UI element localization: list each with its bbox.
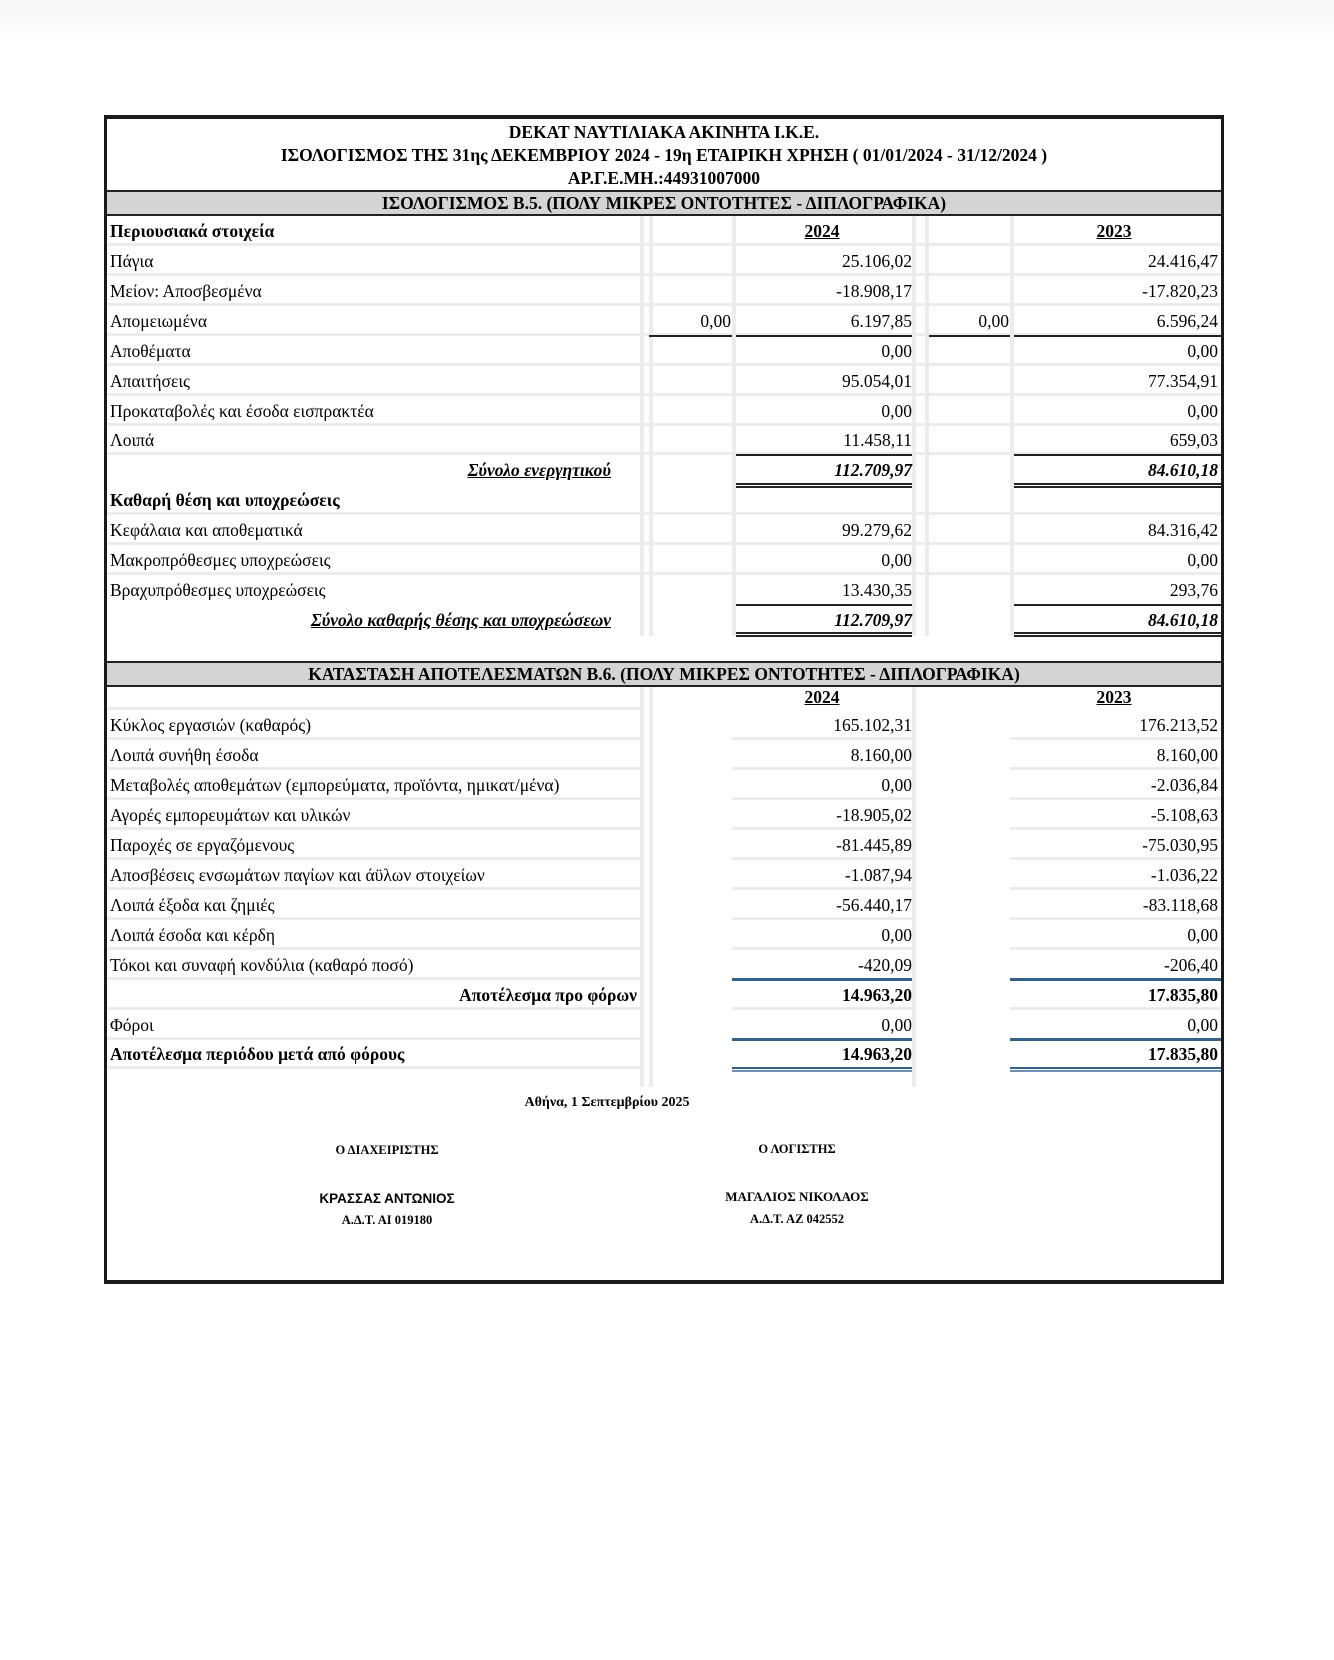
cell-value: 0,00 [1187, 925, 1218, 945]
row-label: Απομειωμένα [110, 311, 207, 331]
cell-value: 95.054,01 [842, 371, 912, 391]
taxes-label: Φόροι [110, 1015, 154, 1035]
assets-header-row [107, 216, 1221, 246]
cell-value: -2.036,84 [1150, 775, 1218, 795]
manager-name: ΚΡΑΣΣΑΣ ΑΝΤΩΝΙΟΣ [319, 1191, 455, 1206]
table-row [107, 396, 1221, 426]
cell-value: 0,00 [881, 775, 912, 795]
cell-value: 24.416,47 [1148, 251, 1218, 271]
double-total-rule [732, 1067, 912, 1072]
row-label: Βραχυπρόθεσμες υποχρεώσεις [110, 580, 326, 600]
net-result-2024: 14.963,20 [842, 1044, 912, 1064]
row-label: Λοιπά έξοδα και ζημιές [110, 895, 275, 915]
page-top-shadow [0, 0, 1334, 40]
table-row [107, 830, 1221, 860]
cell-value: 0,00 [881, 341, 912, 361]
row-label: Μείον: Αποσβεσμένα [110, 281, 262, 301]
cell-value: 659,03 [1169, 430, 1218, 450]
row-label: Μακροπρόθεσμες υποχρεώσεις [110, 550, 331, 570]
total-assets-label: Σύνολο ενεργητικού [467, 460, 611, 480]
manager-id: Α.Δ.Τ. ΑΙ 019180 [341, 1213, 433, 1227]
double-total-rule [1014, 632, 1221, 637]
table-row [107, 545, 1221, 575]
table-row [107, 366, 1221, 396]
row-label: Πάγια [110, 251, 154, 271]
total-liabilities-row [107, 605, 1221, 635]
row-label: Αγορές εμπορευμάτων και υλικών [110, 805, 351, 825]
row-label: Προκαταβολές και έσοδα εισπρακτέα [110, 401, 374, 421]
cell-value: 0,00 [881, 401, 912, 421]
table-row [107, 770, 1221, 800]
cell-value: 176.213,52 [1139, 715, 1218, 735]
cell-value: 0,00 [700, 311, 731, 331]
accountant-id: Α.Δ.Τ. ΑΖ 042552 [749, 1212, 845, 1226]
cell-value: 0,00 [881, 925, 912, 945]
cell-value: -17.820,23 [1142, 281, 1218, 301]
taxes-row [107, 1010, 1221, 1040]
financial-statement-frame [104, 115, 1224, 1284]
net-result-row [107, 1039, 1221, 1069]
cell-value: 0,00 [1187, 550, 1218, 570]
cell-value: 25.106,02 [842, 251, 912, 271]
table-row [107, 575, 1221, 605]
table-row [107, 306, 1221, 336]
table-row [107, 860, 1221, 890]
cell-value: 293,76 [1169, 580, 1218, 600]
total-liabilities-label: Σύνολο καθαρής θέσης και υποχρεώσεων [310, 610, 611, 630]
table-row [107, 425, 1221, 455]
cell-value: -1.036,22 [1150, 865, 1218, 885]
row-label: Λοιπά συνήθη έσοδα [110, 745, 259, 765]
cell-value: -206,40 [1164, 955, 1218, 975]
year-2024-header: 2024 [804, 687, 840, 707]
table-row [107, 740, 1221, 770]
cell-value: 99.279,62 [842, 520, 912, 540]
table-row [107, 890, 1221, 920]
cell-value: 0,00 [978, 311, 1009, 331]
cell-value: -81.445,89 [836, 835, 912, 855]
table-row [107, 920, 1221, 950]
cell-value: 0,00 [1187, 401, 1218, 421]
total-liabilities-2023: 84.610,18 [1148, 610, 1218, 630]
year-2023-header: 2023 [1096, 687, 1132, 707]
cell-value: -420,09 [858, 955, 912, 975]
cell-value: 84.316,42 [1148, 520, 1218, 540]
cell-value: -5.108,63 [1150, 805, 1218, 825]
manager-role: Ο ΔΙΑΧΕΙΡΙΣΤΗΣ [335, 1143, 439, 1157]
row-label: Αποσβέσεις ενσωμάτων παγίων και άϋλων στοιχείων [110, 865, 485, 885]
cell-value: 6.197,85 [850, 311, 912, 331]
table-row [107, 710, 1221, 740]
place-date: Αθήνα, 1 Σεπτεμβρίου 2025 [524, 1095, 690, 1110]
cell-value: 165.102,31 [833, 715, 912, 735]
table-row [107, 276, 1221, 306]
registry-number: ΑΡ.Γ.Ε.ΜΗ.:44931007000 [567, 168, 761, 188]
liabilities-header-row [107, 485, 1221, 515]
row-label: Τόκοι και συναφή κονδύλια (καθαρό ποσό) [110, 955, 414, 975]
table-row [107, 515, 1221, 545]
row-label: Απαιτήσεις [110, 371, 190, 391]
year-2023-header: 2023 [1096, 221, 1132, 241]
row-label: Μεταβολές αποθεμάτων (εμπορεύματα, προϊόντα, ημικατ/μένα) [110, 775, 560, 795]
double-total-rule [1010, 1067, 1221, 1072]
balance-sheet-section-title: ΙΣΟΛΟΓΙΣΜΟΣ Β.5. (ΠΟΛΥ ΜΙΚΡΕΣ ΟΝΤΟΤΗΤΕΣ - ΔΙΠΛΟΓΡΑΦΙΚΑ) [107, 190, 1221, 216]
table-row [107, 246, 1221, 276]
pre-tax-row [107, 980, 1221, 1010]
row-label: Αποθέματα [110, 341, 191, 361]
assets-heading: Περιουσιακά στοιχεία [110, 221, 275, 241]
liabilities-heading: Καθαρή θέση και υποχρεώσεις [110, 490, 340, 510]
taxes-2023: 0,00 [1187, 1015, 1218, 1035]
double-total-rule [736, 632, 912, 637]
cell-value: 77.354,91 [1148, 371, 1218, 391]
pre-tax-2024: 14.963,20 [842, 985, 912, 1005]
table-row [107, 336, 1221, 366]
taxes-2024: 0,00 [881, 1015, 912, 1035]
cell-value: 0,00 [1187, 341, 1218, 361]
cell-value: -75.030,95 [1142, 835, 1218, 855]
table-row [107, 800, 1221, 830]
company-name: DEKAT ΝΑΥΤΙΛΙΑΚΑ ΑΚΙΝΗΤΑ Ι.Κ.Ε. [508, 122, 820, 142]
cell-value: -18.908,17 [836, 281, 912, 301]
row-label: Κύκλος εργασιών (καθαρός) [110, 715, 312, 735]
net-result-label: Αποτέλεσμα περιόδου μετά από φόρους [110, 1044, 405, 1064]
income-statement-section-title: ΚΑΤΑΣΤΑΣΗ ΑΠΟΤΕΛΕΣΜΑΤΩΝ Β.6. (ΠΟΛΥ ΜΙΚΡΕΣ ΟΝΤΟΤΗΤΕΣ - ΔΙΠΛΟΓΡΑΦΙΚΑ) [107, 661, 1221, 687]
cell-value: -1.087,94 [844, 865, 912, 885]
income-header-row [107, 684, 1221, 710]
accountant-role: Ο ΛΟΓΙΣΤΗΣ [758, 1142, 836, 1156]
cell-value: 8.160,00 [850, 745, 912, 765]
cell-value: 13.430,35 [842, 580, 912, 600]
pre-tax-label: Αποτέλεσμα προ φόρων [459, 985, 637, 1005]
total-assets-2024: 112.709,97 [834, 460, 912, 480]
total-assets-2023: 84.610,18 [1148, 460, 1218, 480]
cell-value: -56.440,17 [836, 895, 912, 915]
row-label: Λοιπά έσοδα και κέρδη [110, 925, 276, 945]
accountant-name: ΜΑΓΑΛΙΟΣ ΝΙΚΟΛΑΟΣ [725, 1189, 869, 1204]
row-label: Κεφάλαια και αποθεματικά [110, 520, 303, 540]
cell-value: -83.118,68 [1142, 895, 1218, 915]
total-liabilities-2024: 112.709,97 [834, 610, 912, 630]
table-row [107, 950, 1221, 980]
cell-value: 0,00 [881, 550, 912, 570]
cell-value: -18.905,02 [836, 805, 912, 825]
cell-value: 11.458,11 [843, 430, 912, 450]
pre-tax-2023: 17.835,80 [1148, 985, 1218, 1005]
row-label: Λοιπά [110, 430, 155, 450]
cell-value: 6.596,24 [1156, 311, 1218, 331]
cell-value: 8.160,00 [1156, 745, 1218, 765]
statement-title: ΙΣΟΛΟΓΙΣΜΟΣ ΤΗΣ 31ης ΔΕΚΕΜΒΡΙΟΥ 2024 - 19η ΕΤΑΙΡΙΚΗ ΧΡΗΣΗ ( 01/01/2024 - 31/12/2024 ) [280, 145, 1048, 165]
total-assets-row [107, 455, 1221, 485]
year-2024-header: 2024 [804, 221, 840, 241]
row-label: Παροχές σε εργαζόμενους [110, 835, 295, 855]
net-result-2023: 17.835,80 [1148, 1044, 1218, 1064]
